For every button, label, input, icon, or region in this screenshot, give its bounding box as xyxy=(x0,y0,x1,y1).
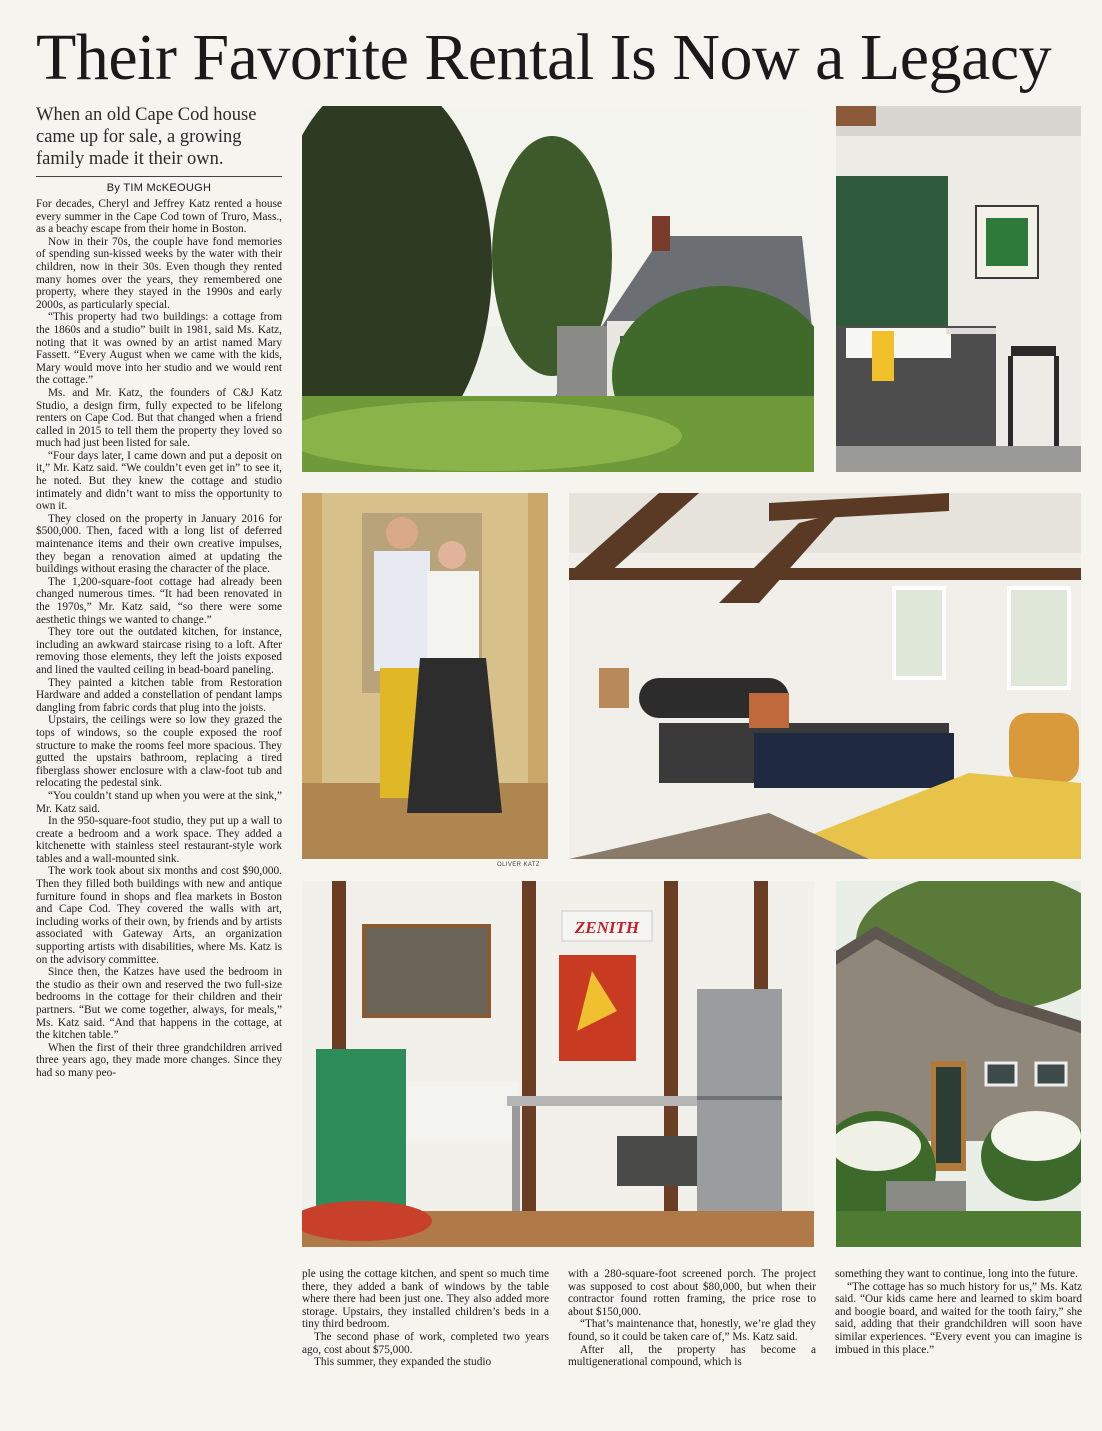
photo-bedroom xyxy=(569,493,1081,859)
photo-studio-kitchenette xyxy=(302,881,814,1247)
photo-couple-portrait xyxy=(302,493,548,859)
article-column-4 xyxy=(835,1268,1082,1398)
byline: By TIM McKEOUGH xyxy=(106,182,212,194)
photo-credit: OLIVER KATZ xyxy=(497,862,540,868)
deck: When an old Cape Cod house came up for sale, a growing family made it their own. xyxy=(36,105,257,169)
photo-cottage-exterior xyxy=(302,106,814,472)
byline-rule xyxy=(36,176,282,177)
article-column-3 xyxy=(568,1268,816,1398)
article-paragraph: “Four days later, I came down and put a deposit on it,” Mr. Katz said. “We couldn’t even get in” to see it, he noted. But they knew the cottage and studio intimately and didn’t want to miss the opportunity to own it. xyxy=(36,449,282,513)
article-paragraph: The 1,200-square-foot cottage had already been changed numerous times. “It had been renovated in the 1970s,” Mr. Katz said, “so there were some aesthetic things we wanted to change.” xyxy=(36,575,282,626)
article-paragraph: with a 280-square-foot screened porch. The project was supposed to cost about $80,000, but when their contractor found rotten framing, the price rose to about $150,000. xyxy=(568,1268,816,1318)
article-paragraph: Upstairs, the ceilings were so low they grazed the tops of windows, so the couple exposed the roof structure to make the rooms feel more spacious. They gutted the upstairs bathroom, replacing a tired fiberglass shower enclosure with a claw-foot tub and relocating the pedestal sink. xyxy=(36,714,282,790)
article-paragraph: “This property had two buildings: a cottage from the 1860s and a studio” built in 1981, said Ms. Katz, noting that it was owned by an artist named Mary Fassett. “Every August when we came with the kids, Mary would move into her studio and we would rent the cottage.” xyxy=(36,311,282,387)
article-column-2 xyxy=(302,1268,549,1398)
article-paragraph: “The cottage has so much history for us,” Ms. Katz said. “Our kids came here and learned to skim board and boogie board, and waited for the tooth fairy,” she said, adding that their grandchildren will soon have similar experiences. “Every event you can imagine is imbued in this place.” xyxy=(835,1280,1082,1356)
zenith-sign-text: ZENITH xyxy=(574,918,640,937)
article-paragraph: This summer, they expanded the studio xyxy=(314,1356,492,1369)
article-paragraph: The work took about six months and cost $90,000. Then they filled both buildings with new and antique furniture found in shops and flea markets in Boston and Cape Cod. They covered the walls with art, including works of their own, by friends and by artists associated with Gateway Arts, an organization supporting artists with disabilities, where Ms. Katz is on the advisory committee. xyxy=(36,865,282,966)
article-paragraph: For decades, Cheryl and Jeffrey Katz rented a house every summer in the Cape Cod town of Truro, Mass., as a beachy escape from their home in Boston. xyxy=(36,198,282,236)
article-paragraph: Since then, the Katzes have used the bedroom in the studio as their own and reserved the two full-size bedrooms in the cottage for their children and their partners. “But we come together, always, for meals,” Ms. Katz said. “And that happens in the cottage, at the kitchen table.” xyxy=(36,966,282,1042)
article-paragraph: In the 950-square-foot studio, they put up a wall to create a bedroom and a work space. They added a kitchenette with stainless steel restaurant-style work tables and a wall-mounted sink. xyxy=(36,815,282,865)
photo-studio-exterior xyxy=(836,881,1081,1247)
article-column-1 xyxy=(36,198,282,1396)
article-paragraph: “You couldn’t stand up when you were at the sink,” Mr. Katz said. xyxy=(36,789,282,815)
article-paragraph: They painted a kitchen table from Restoration Hardware and added a constellation of pendant lamps dangling from fabric cords that plug into the joists. xyxy=(36,676,282,714)
article-paragraph: ple using the cottage kitchen, and spent so much time there, they added a bank of windows by the table where there had been just one. They also added more storage. Upstairs, they installed children’s beds in a tiny third bedroom. xyxy=(302,1268,549,1331)
article-paragraph: After all, the property has become a multigenerational compound, which is xyxy=(568,1343,816,1369)
article-paragraph: Now in their 70s, the couple have fond memories of spending sun-kissed weeks by the water with their children, now in their 30s. Even though they rented many homes over the years, they remembered one property, where they stayed in the 1990s and early 2000s, as particularly special. xyxy=(36,235,282,311)
article-paragraph: The second phase of work, completed two years ago, cost about $75,000. xyxy=(302,1330,549,1356)
headline: Their Favorite Rental Is Now a Legacy xyxy=(36,21,1052,94)
photo-kitchen-sink xyxy=(836,106,1081,472)
article-paragraph: They tore out the outdated kitchen, for instance, including an awkward staircase rising to a loft. After removing those elements, they left the joists exposed and lined the vaulted ceiling in bead-board paneling. xyxy=(36,626,282,676)
article-paragraph: something they want to continue, long into the future. xyxy=(835,1268,1078,1280)
article-paragraph: When the first of their three grandchildren arrived three years ago, they made more changes. Since they had so many peo- xyxy=(36,1041,282,1079)
article-paragraph: They closed on the property in January 2016 for $500,000. Then, faced with a long list of deferred maintenance items and their own creative impulses, they began a renovation aimed at updating the buildings without erasing the character of the place. xyxy=(36,512,282,576)
article-paragraph: Ms. and Mr. Katz, the founders of C&J Katz Studio, a design firm, fully expected to be lifelong renters on Cape Cod. But that changed when a friend called in 2015 to tell them the property they loved so much had just been listed for sale. xyxy=(36,386,282,450)
article-paragraph: “That’s maintenance that, honestly, we’re glad they found, so it could be taken care of,” Ms. Katz said. xyxy=(568,1318,816,1343)
